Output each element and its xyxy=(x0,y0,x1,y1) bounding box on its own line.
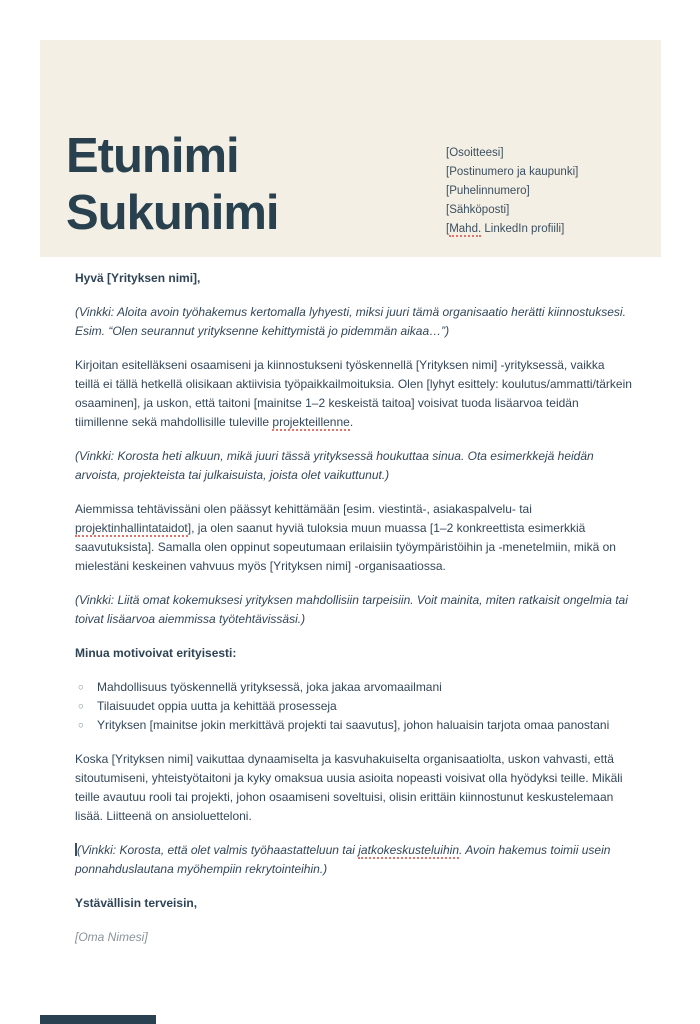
text-segment: Hyvä [Yrityksen nimi], xyxy=(75,271,201,285)
paragraph xyxy=(75,750,632,826)
document-text-area[interactable] xyxy=(75,269,632,947)
contact-info-block xyxy=(446,144,578,239)
tip-paragraph xyxy=(75,841,632,879)
paragraph-heading xyxy=(75,644,632,663)
text-segment: [Postinumero ja kaupunki] xyxy=(446,166,579,178)
tip-paragraph xyxy=(75,591,632,629)
list-item-text xyxy=(97,697,632,716)
text-segment: [Oma Nimesi] xyxy=(75,930,148,944)
text-segment: Yrityksen [mainitse jokin merkittävä projekti tai saavutus], johon haluaisin tarjota omaa panostani xyxy=(97,718,610,732)
motivation-bullet-list xyxy=(75,678,632,735)
contact-line xyxy=(446,220,578,239)
misspelled-word: Mahd. xyxy=(449,223,482,235)
text-segment: Tilaisuudet oppia uutta ja kehittää prosesseja xyxy=(97,699,337,713)
list-item-text xyxy=(97,716,632,735)
list-item xyxy=(75,697,632,716)
text-segment: (Vinkki: Aloita avoin työhakemus kertomalla lyhyesti, miksi juuri tämä organisaatio herätti kiinnostuksesi. Esim. “Olen seurannut yrityksenne kehittymistä jo pidemmän aikaa…”) xyxy=(75,305,626,338)
applicant-last-name: Sukunimi xyxy=(66,186,279,240)
text-segment: (Vinkki: Korosta heti alkuun, mikä juuri tässä yrityksessä houkuttaa sinua. Ota esimerkkejä heidän arvoista, projekteista tai julkaisuista, joista olet vaikuttunut.) xyxy=(75,449,594,482)
text-segment: . xyxy=(349,415,354,429)
bullet-marker-icon: ○ xyxy=(78,720,84,731)
paragraph xyxy=(75,356,632,432)
text-segment: Koska [Yrityksen nimi] vaikuttaa dynaamiselta ja kasvuhakuiselta organisaatiolta, uskon vahvasti, että sitoutumiseni, yhteistyötaitoni ja kyky omaksua uusia asioita nopeasti voisivat olla hyödyksi teille. Mikäli teille avautuu rooli tai projekti, johon osaamiseni soveltuisi, olisin erittäin kiinnostunut keskustelemaan lisää. Liitteenä on ansioluetteloni. xyxy=(75,752,623,823)
tip-paragraph xyxy=(75,447,632,485)
text-segment: (Vinkki: Korosta, että olet valmis työhaastatteluun tai xyxy=(77,843,359,857)
tip-paragraph xyxy=(75,303,632,341)
applicant-name xyxy=(66,128,279,242)
text-segment: (Vinkki: Liitä omat kokemuksesi yrityksen mahdollisiin tarpeisiin. Voit mainita, miten ratkaisit ongelmia tai toivat lisäarvoa aiemmissa työtehtävissäsi.) xyxy=(75,593,628,626)
list-item xyxy=(75,678,632,697)
contact-line xyxy=(446,182,578,201)
text-segment: . Avoin hakemus toimii usein ponnahduslautana myöhempiin rekrytointeihin.) xyxy=(75,843,611,876)
contact-line xyxy=(446,163,578,182)
paragraph xyxy=(75,500,632,576)
signature-placeholder xyxy=(75,928,632,947)
bullet-marker-icon: ○ xyxy=(78,682,84,693)
bullet-marker-icon: ○ xyxy=(78,701,84,712)
text-segment: Ystävällisin terveisin, xyxy=(75,896,198,910)
contact-line xyxy=(446,201,578,220)
paragraph-heading xyxy=(75,894,632,913)
text-segment: LinkedIn profiili] xyxy=(481,223,565,235)
text-segment: Kirjoitan esitelläkseni osaamiseni ja kiinnostukseni työskennellä [Yrityksen nimi] -yrityksessä, vaikka teillä ei tällä hetkellä olisikaan aktiivisia työpaikkailmoituksia. Olen [lyhyt esittely: koulutus/ammatti/tärkein osaaminen], ja uskon, että taitoni [mainitse 1–2 keskeistä taitoa] voisivat tuoda lisäarvoa teidän tiimillenne sekä mahdollisille tuleville xyxy=(75,358,632,429)
text-segment: [Sähköposti] xyxy=(446,204,510,216)
paragraph-heading xyxy=(75,269,632,288)
text-segment: Mahdollisuus työskennellä yrityksessä, joka jakaa arvomaailmani xyxy=(97,680,442,694)
text-segment: ], ja olen saanut hyviä tuloksia muun muassa [1–2 konkreettista esimerkkiä saavutuksista]. Samalla olen oppinut sopeutumaan erilaisiin työympäristöihin ja -menetelmiin, mikä on mielestäni keskeinen vahvuus myös [Yrityksen nimi] -organisaatiossa. xyxy=(75,521,616,573)
text-segment: Minua motivoivat erityisesti: xyxy=(75,646,237,660)
list-item-text xyxy=(97,678,632,697)
misspelled-word: projekteillenne xyxy=(272,415,350,429)
list-item xyxy=(75,716,632,735)
applicant-first-name: Etunimi xyxy=(66,129,239,183)
contact-line xyxy=(446,144,578,163)
text-segment: Aiemmissa tehtävissäni olen päässyt kehittämään [esim. viestintä-, asiakaspalvelu- tai xyxy=(75,502,532,516)
page-footer-bar xyxy=(40,1015,156,1024)
text-segment: [Osoitteesi] xyxy=(446,147,504,159)
text-segment: [ xyxy=(446,223,450,235)
misspelled-word: projektinhallintataidot xyxy=(75,521,188,535)
text-segment: [Puhelinnumero] xyxy=(446,185,530,197)
misspelled-word: jatkokeskusteluihin xyxy=(358,843,459,857)
letterhead xyxy=(40,40,661,257)
